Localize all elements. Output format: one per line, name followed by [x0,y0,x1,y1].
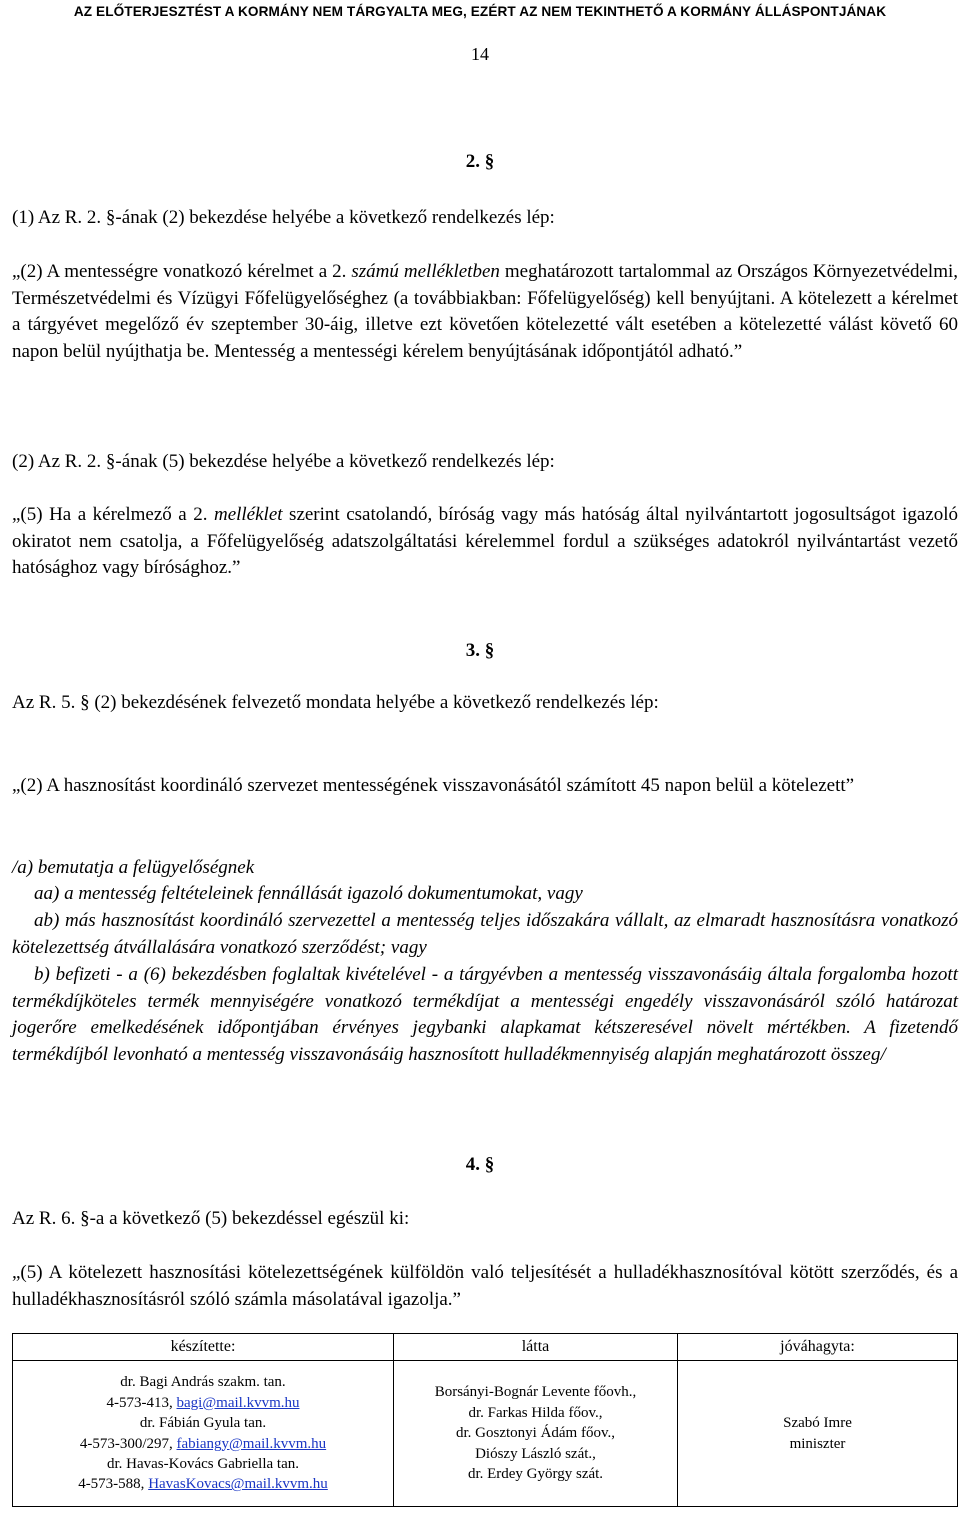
list-item: b) befizeti - a (6) bekezdésben foglaltak kivételével - a tárgyévben a mentesség visszavonásáig általa forgalomba hozott termékdíjköteles termék mennyiségére vonatkozó termékdíjat a mentességi engedély visszavonásáról szóló határozat jogerőre emelkedésének időpontjában érvényes jegybanki alapkamat kétszeresével növelt mértékben. A fizetendő termékdíjból levonható a mentesség visszavonásáig hasznosított hulladékmennyiség alapján meghatározott összeg/ [12,964,958,1065]
quoted-paragraph: „(2) A hasznosítást koordináló szervezet mentességének visszavonásától számított 45 napon belül a kötelezett” [12,775,855,796]
seen-by-cell [394,1361,678,1507]
cell-line: Szabó Imre [783,1415,852,1432]
cell-line: dr. Fábián Gyula tan. [139,1415,267,1432]
approved-by-cell [678,1361,958,1507]
cell-line: dr. Erdey György szát. [467,1466,604,1483]
table-row [13,1361,958,1507]
column-header: készítette: [13,1334,394,1361]
list-item: ab) más hasznosítást koordináló szervezettel a mentesség teljes időszakára vállalt, az elmaradt hasznosításra vonatkozó kötelezettség átvállalására vonatkozó szerződést; vagy [12,910,958,958]
quoted-paragraph [12,502,958,582]
quoted-paragraph [12,259,958,365]
email-link[interactable]: HavasKovacs@mail.kvvm.hu [148,1476,328,1493]
page-number: 14 [471,44,489,64]
italic-reference: számú mellékletben [351,261,500,282]
cell-line: dr. Bagi András szakm. tan. [120,1374,286,1391]
cell-line: dr. Gosztonyi Ádám főov., [455,1425,615,1442]
cell-line: dr. Havas-Kovács Gabriella tan. [106,1455,299,1472]
phone-number: 4-573-300/297, [79,1435,177,1452]
cell-line: miniszter [789,1435,846,1452]
signature-table [12,1333,958,1507]
paragraph-text: „(5) Ha a kérelmező a 2. [12,504,208,525]
table-header-row [13,1334,958,1361]
section-3-heading [0,640,960,662]
cell-line [13,1393,393,1413]
paragraph-text: „(2) A mentességre vonatkozó kérelmet a 2. [12,261,347,282]
cell-line [13,1434,393,1454]
cell-line: Borsányi-Bognár Levente főovh., [434,1384,637,1401]
document-header: AZ ELŐTERJESZTÉST A KORMÁNY NEM TÁRGYALTA MEG, EZÉRT AZ NEM TEKINTHETŐ A KORMÁNY ÁLLÁSPONTJÁNAK [73,4,887,19]
section-2-heading [0,151,960,173]
prepared-by-cell [13,1361,394,1507]
email-link[interactable]: bagi@mail.kvvm.hu [176,1394,300,1411]
section-title: 3. § [465,640,495,661]
cell-line: Diószy László szát., [475,1445,596,1462]
paragraph: (1) Az R. 2. §-ának (2) bekezdése helyébe a következő rendelkezés lép: [12,207,555,228]
cell-line: dr. Farkas Hilda főov., [468,1404,603,1421]
phone-number: 4-573-588, [78,1476,149,1493]
paragraph-text: meghatározott tartalommal az Országos Környezetvédelmi, Természetvédelmi és Vízügyi Főfelügyelőséghez (a továbbiakban: Főfelügyelőség) kell benyújtani. A kötelezett a kérelmet a tárgyévet megelőző év szeptember 30-áig, illetve ezt követően kötelezetté vált esetében a kötelezetté válást követő 60 napon belül nyújthatja be. Mentesség a mentességi kérelem benyújtásának időpontjától adható.” [12,261,959,362]
email-link[interactable]: fabiangy@mail.kvvm.hu [176,1435,327,1452]
paragraph: Az R. 5. § (2) bekezdésének felvezető mondata helyébe a következő rendelkezés lép: [12,692,659,713]
paragraph-text: szerint csatolandó, bíróság vagy más hatóság által nyilvántartott jogosultságot igazoló okiratot nem csatolja, a Főfelügyelőség adatszolgáltatási kérelemmel fordul a szükséges adatokról nyilvántartást vezető hatósághoz vagy bírósághoz.” [12,504,958,578]
list-item: aa) a mentesség feltételeinek fennállását igazoló dokumentumokat, vagy [34,883,583,904]
italic-reference: melléklet [213,504,283,525]
cell-line [13,1474,393,1494]
quoted-paragraph: „(5) A kötelezett hasznosítási kötelezettségének külföldön való teljesítését a hulladékhasznosítóval kötött szerződés, és a hulladékhasznosításról szóló számla másolatával igazolja.” [12,1262,958,1310]
paragraph: Az R. 6. §-a a következő (5) bekezdéssel egészül ki: [12,1208,410,1229]
section-title: 2. § [465,151,495,172]
list-item: /a) bemutatja a felügyelőségnek [12,857,255,878]
column-header: látta [394,1334,678,1361]
column-header: jóváhagyta: [678,1334,958,1361]
section-title: 4. § [465,1154,495,1175]
paragraph: (2) Az R. 2. §-ának (5) bekezdése helyébe a következő rendelkezés lép: [12,451,555,472]
phone-number: 4-573-413, [106,1394,177,1411]
section-4-heading [0,1154,960,1176]
